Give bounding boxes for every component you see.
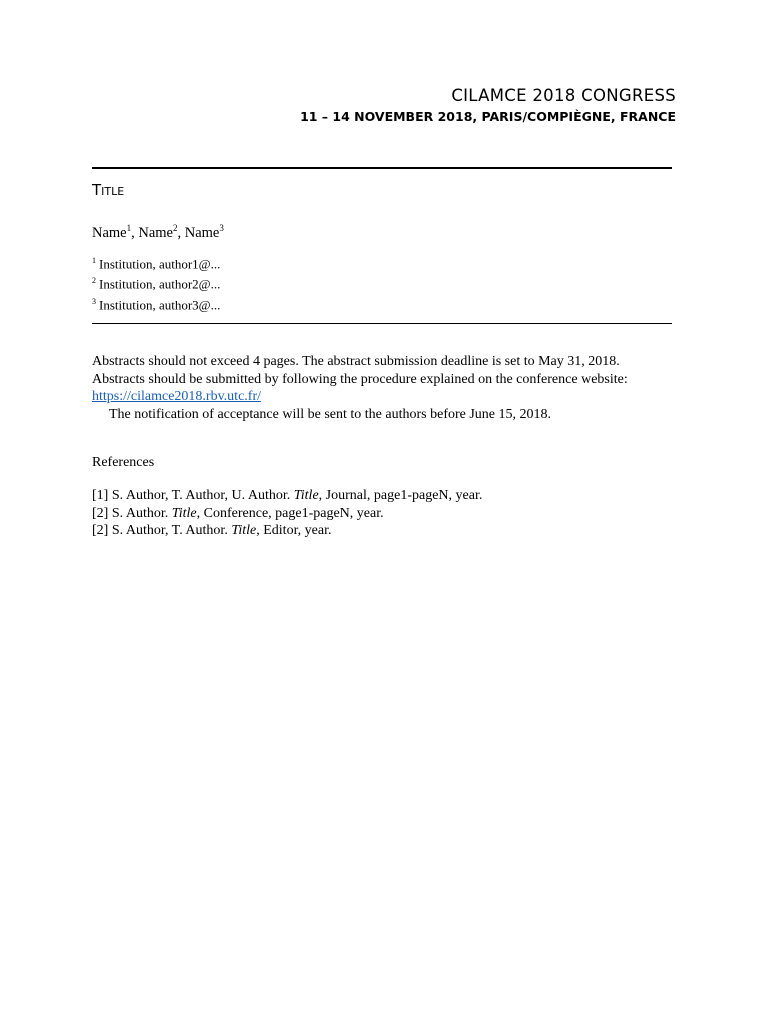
reference-suffix: , Journal, page1-pageN, year.: [318, 488, 483, 503]
affiliation-text: Institution, author2@...: [99, 276, 221, 292]
reference-item: [92, 487, 482, 505]
author-sup: 2: [173, 223, 178, 233]
reference-prefix: [2] S. Author, T. Author.: [92, 523, 232, 538]
abstract-line-2: Abstracts should be submitted by following the procedure explained on the conference website:: [92, 371, 628, 387]
reference-item: [92, 505, 482, 523]
reference-title: Title: [293, 488, 319, 503]
reference-item: [92, 522, 482, 540]
congress-name: CILAMCE 2018 CONGRESS: [451, 86, 676, 105]
affiliation-item: [92, 293, 220, 313]
reference-list: [92, 487, 482, 540]
abstract-line-3: The notification of acceptance will be sent to the authors before June 15, 2018.: [109, 406, 552, 422]
author-sup: 1: [126, 223, 132, 233]
abstract-line-1: Abstracts should not exceed 4 pages. The abstract submission deadline is set to May 31, 2018.: [92, 354, 620, 369]
author-sup: 3: [219, 223, 224, 233]
author-name: Name: [138, 224, 173, 241]
affiliation-list: [92, 252, 220, 313]
author-sep: ,: [131, 224, 139, 241]
references-heading: References: [92, 455, 155, 470]
author-name: Name: [184, 224, 220, 241]
author-name: Name: [92, 224, 127, 241]
abstract-body: [92, 353, 672, 423]
affiliation-item: [92, 252, 220, 272]
reference-suffix: , Editor, year.: [256, 523, 332, 538]
author-list: [92, 218, 224, 243]
reference-title: Title: [231, 523, 257, 538]
affiliation-text: Institution, author3@...: [99, 296, 221, 312]
top-divider: [92, 167, 672, 169]
bottom-divider: [92, 323, 672, 324]
affiliation-item: [92, 272, 220, 292]
author-sep: ,: [177, 224, 185, 241]
reference-prefix: [2] S. Author.: [92, 505, 172, 521]
reference-prefix: [1] S. Author, T. Author, U. Author.: [92, 488, 294, 503]
reference-suffix: , Conference, page1-pageN, year.: [196, 505, 384, 521]
reference-title: Title: [171, 505, 197, 521]
paper-title: Title: [92, 181, 125, 199]
affiliation-sup: 1: [92, 256, 96, 265]
congress-dates: 11 – 14 NOVEMBER 2018, PARIS/COMPIÈGNE, FRANCE: [300, 109, 676, 124]
conference-website-link[interactable]: https://cilamce2018.rbv.utc.fr/: [92, 389, 261, 404]
affiliation-sup: 3: [92, 296, 96, 306]
affiliation-text: Institution, author1@...: [99, 256, 221, 272]
affiliation-sup: 2: [92, 276, 96, 286]
conference-header: [300, 86, 676, 125]
